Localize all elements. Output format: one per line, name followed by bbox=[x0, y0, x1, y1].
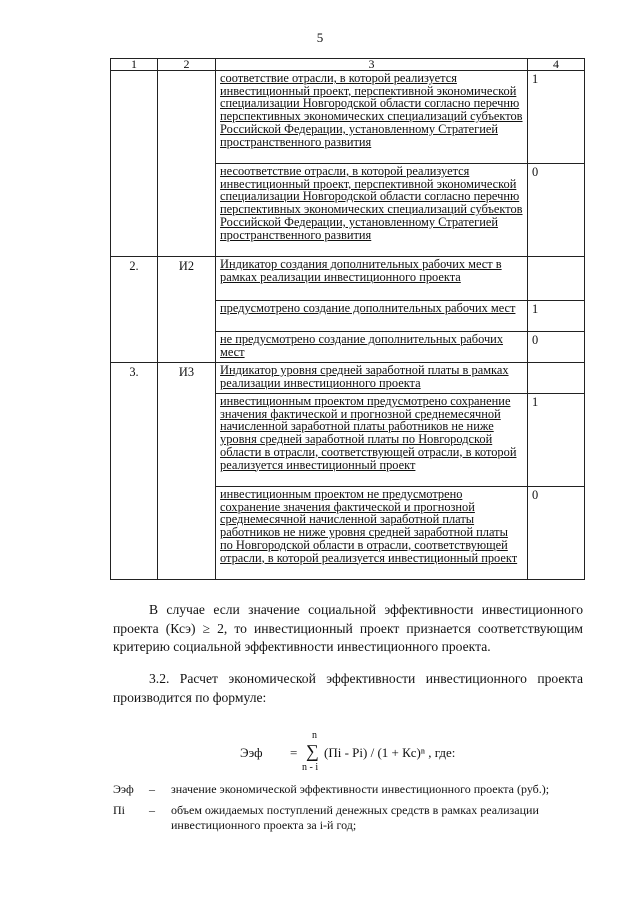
table-row bbox=[111, 71, 585, 164]
cell-indicator-title bbox=[216, 257, 528, 301]
option-text: соответствие отрасли, в которой реализуется инвестиционный проект, перспективной экономической специализации Новгородской области согласно перечню перспективных экономических специализаций субъектов Российской Федерации, установленному Стратегией пространственного развития bbox=[220, 71, 523, 149]
cell-indicator-title bbox=[216, 363, 528, 394]
cell-text bbox=[216, 301, 528, 332]
option-text: предусмотрено создание дополнительных рабочих мест bbox=[220, 301, 516, 315]
formula-equals: = bbox=[290, 745, 298, 760]
option-text: не предусмотрено создание дополнительных рабочих мест bbox=[220, 332, 504, 359]
cell-score: 0 bbox=[528, 487, 585, 580]
indicator-title: Индикатор уровня средней заработной платы в рамках реализации инвестиционного проекта bbox=[220, 363, 509, 390]
cell-empty-num bbox=[111, 71, 158, 257]
table-row bbox=[111, 257, 585, 301]
cell-text bbox=[216, 332, 528, 363]
cell-score: 1 bbox=[528, 71, 585, 164]
cell-score: 1 bbox=[528, 301, 585, 332]
page-number: 5 bbox=[316, 30, 324, 45]
paragraph-social-efficiency: В случае если значение социальной эффективности инвестиционного проекта (Ксэ) ≥ 2, то инвестиционный проект признается соответствующим критерию социальной эффективности инвестиционного проекта. bbox=[113, 602, 583, 654]
cell-score: 0 bbox=[528, 332, 585, 363]
formula-sum-lower: n - i bbox=[302, 762, 319, 773]
paragraph-economic-efficiency: 3.2. Расчет экономической эффективности инвестиционного проекта производится по формуле: bbox=[113, 671, 583, 705]
formula-lhs: Ээф bbox=[240, 745, 263, 760]
formula-body: (Пi - Рi) / (1 + Кc)ⁿ , где: bbox=[324, 745, 456, 760]
efficiency-formula bbox=[230, 732, 530, 776]
cell-indicator-code: И3 bbox=[158, 363, 216, 580]
indicator-title: Индикатор создания дополнительных рабочих мест в рамках реализации инвестиционного проекта bbox=[220, 257, 502, 284]
table-header-row bbox=[111, 59, 585, 71]
criteria-table bbox=[110, 58, 585, 580]
cell-score: 0 bbox=[528, 164, 585, 257]
definition-symbol: Ээф bbox=[113, 782, 134, 796]
table-row bbox=[111, 363, 585, 394]
option-text: инвестиционным проектом предусмотрено сохранение значения фактической и прогнозной среднемесячной начисленной заработной платы работников не ниже уровня средней заработной платы по Новгородской области в отрасли, соответствующей отрасли, в которой реализуется инвестиционный проект bbox=[220, 394, 517, 472]
cell-indicator-code: И2 bbox=[158, 257, 216, 363]
cell-text bbox=[216, 71, 528, 164]
cell-text bbox=[216, 487, 528, 580]
option-text: несоответствие отрасли, в которой реализуется инвестиционный проект, перспективной экономической специализации Новгородской области согласно перечню перспективных экономических специализаций субъектов Российской Федерации, установленному Стратегией пространственного развития bbox=[220, 164, 523, 242]
formula-sum-upper: n bbox=[312, 730, 317, 741]
header-col-1: 1 bbox=[111, 59, 158, 71]
definition-text: объем ожидаемых поступлений денежных средств в рамках реализации инвестиционного проекта за i-й год; bbox=[171, 803, 539, 832]
cell-empty-code bbox=[158, 71, 216, 257]
cell-text bbox=[216, 164, 528, 257]
cell-indicator-number: 3. bbox=[111, 363, 158, 580]
definition-symbol: Пi bbox=[113, 803, 125, 817]
cell-score-empty bbox=[528, 257, 585, 301]
option-text: инвестиционным проектом не предусмотрено сохранение значения фактической и прогнозной среднемесячной начисленной заработной платы работников не ниже уровня средней заработной платы по Новгородской области в отрасли, соответствующей отрасли, в которой реализуется инвестиционный проект bbox=[220, 487, 518, 565]
definition-text: значение экономической эффективности инвестиционного проекта (руб.); bbox=[171, 782, 550, 796]
cell-score: 1 bbox=[528, 394, 585, 487]
header-col-4: 4 bbox=[528, 59, 585, 71]
header-col-3: 3 bbox=[216, 59, 528, 71]
sum-icon: ∑ bbox=[306, 741, 319, 761]
definition-dash: – bbox=[149, 803, 155, 817]
cell-indicator-number: 2. bbox=[111, 257, 158, 363]
header-col-2: 2 bbox=[158, 59, 216, 71]
cell-score-empty bbox=[528, 363, 585, 394]
cell-text bbox=[216, 394, 528, 487]
definition-dash: – bbox=[149, 782, 155, 796]
